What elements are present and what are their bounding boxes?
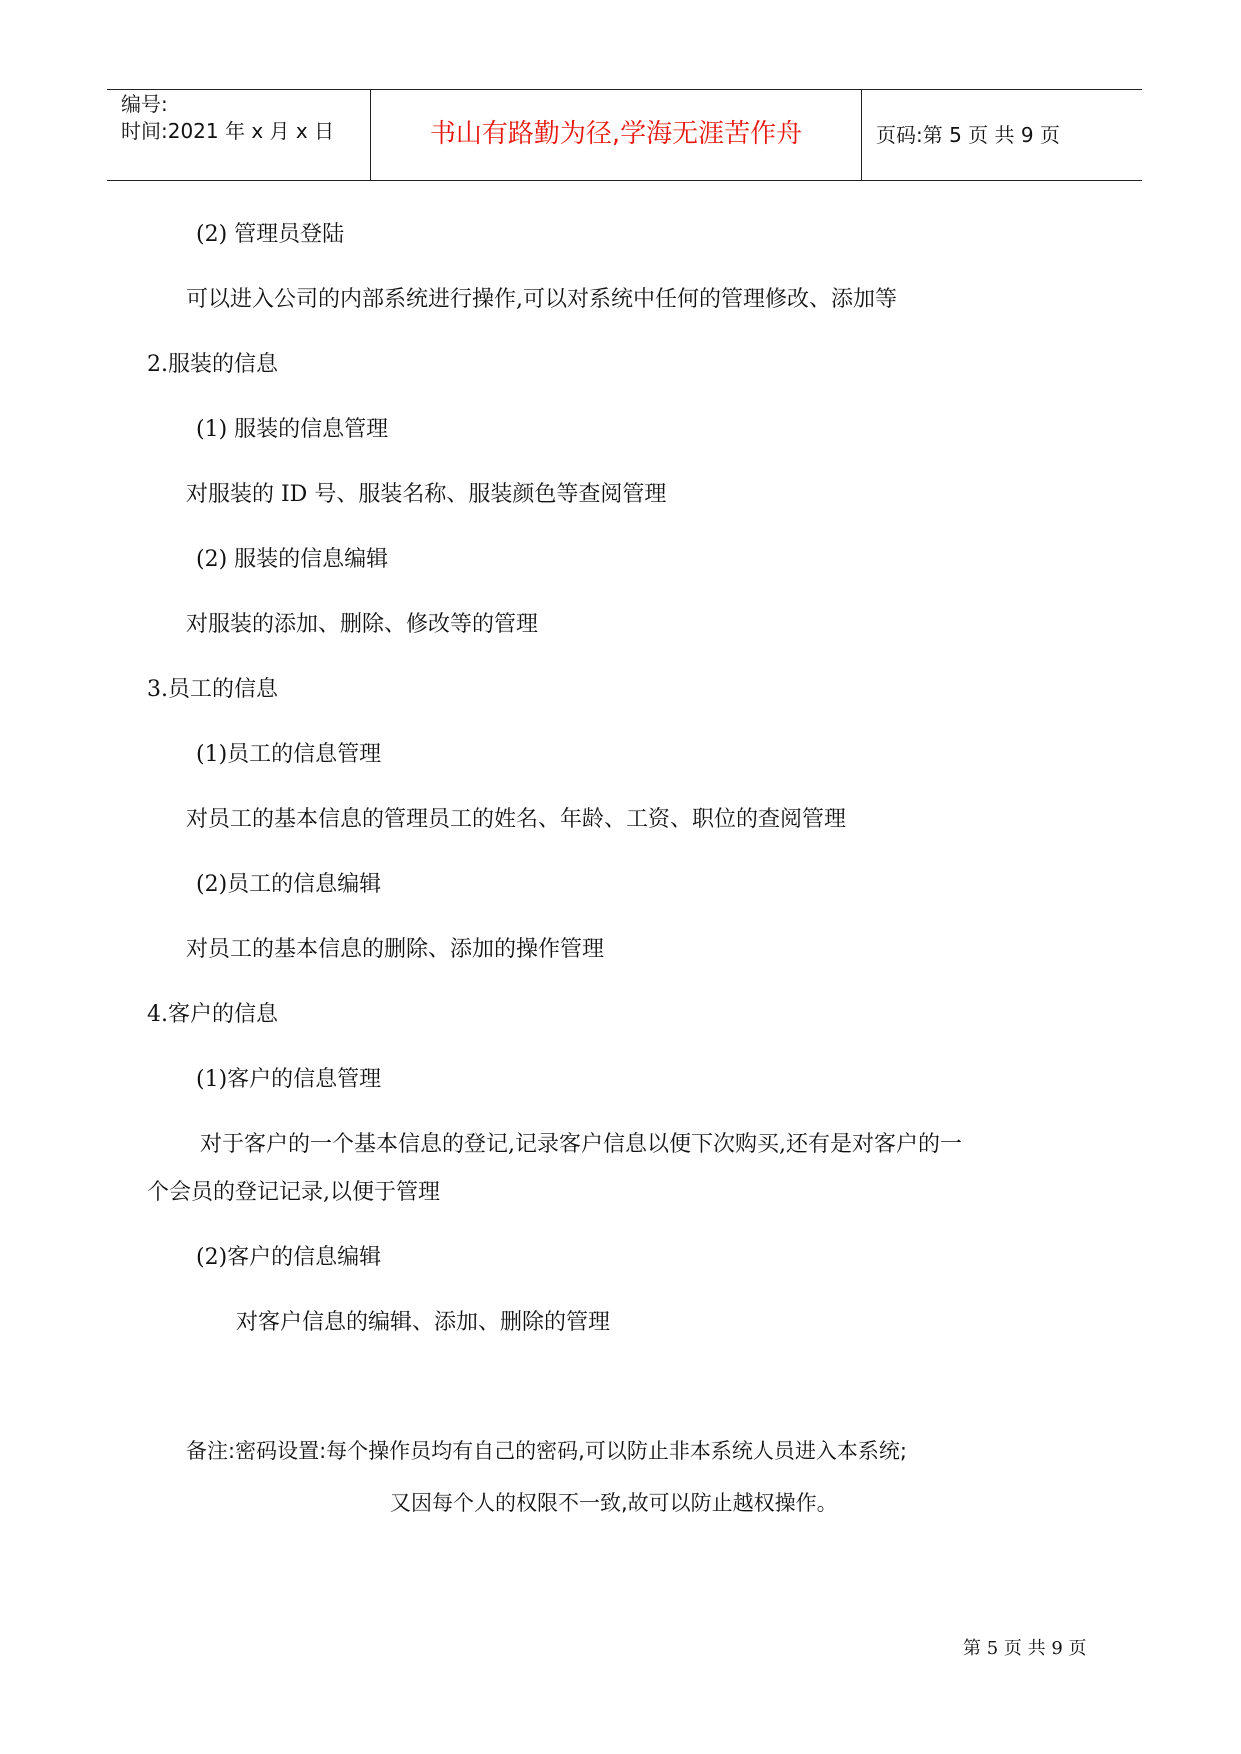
paragraph-customer-manage-line2: 个会员的登记记录,以便于管理 bbox=[147, 1180, 440, 1205]
note-line-2: 又因每个人的权限不一致,故可以防止越权操作。 bbox=[390, 1491, 838, 1515]
header-motto: 书山有路勤为径,学海无涯苦作舟 bbox=[429, 119, 803, 149]
page-footer-number: 第 5 页 共 9 页 bbox=[963, 1638, 1087, 1659]
header-meta-cell bbox=[107, 90, 371, 180]
document-time-label: 时间:2021 年 x 月 x 日 bbox=[121, 119, 335, 143]
page-header bbox=[107, 89, 1142, 181]
paragraph-admin-login: 可以进入公司的内部系统进行操作,可以对系统中任何的管理修改、添加等 bbox=[186, 287, 897, 312]
subsection-clothing-edit: (2) 服装的信息编辑 bbox=[196, 547, 389, 572]
header-motto-cell bbox=[371, 90, 862, 180]
section-clothing-info: 2.服装的信息 bbox=[147, 352, 278, 377]
subsection-employee-manage: (1)员工的信息管理 bbox=[196, 742, 382, 767]
paragraph-customer-edit: 对客户信息的编辑、添加、删除的管理 bbox=[236, 1310, 611, 1335]
section-customer-info: 4.客户的信息 bbox=[147, 1002, 278, 1027]
header-page-cell bbox=[862, 90, 1142, 180]
document-number-label: 编号: bbox=[121, 92, 168, 116]
paragraph-customer-manage-line1: 对于客户的一个基本信息的登记,记录客户信息以便下次购买,还有是对客户的一 bbox=[200, 1132, 962, 1157]
subsection-employee-edit: (2)员工的信息编辑 bbox=[196, 872, 382, 897]
paragraph-clothing-edit: 对服装的添加、删除、修改等的管理 bbox=[186, 612, 539, 637]
header-page-code: 页码:第 5 页 共 9 页 bbox=[876, 123, 1060, 147]
section-employee-info: 3.员工的信息 bbox=[147, 677, 278, 702]
paragraph-employee-edit: 对员工的基本信息的删除、添加的操作管理 bbox=[186, 937, 605, 962]
subsection-customer-manage: (1)客户的信息管理 bbox=[196, 1067, 382, 1092]
note-line-1: 备注:密码设置:每个操作员均有自己的密码,可以防止非本系统人员进入本系统; bbox=[186, 1439, 907, 1463]
paragraph-employee-manage: 对员工的基本信息的管理员工的姓名、年龄、工资、职位的查阅管理 bbox=[186, 807, 847, 832]
subsection-admin-login: (2) 管理员登陆 bbox=[196, 222, 345, 247]
subsection-customer-edit: (2)客户的信息编辑 bbox=[196, 1245, 382, 1270]
paragraph-clothing-manage: 对服装的 ID 号、服装名称、服装颜色等查阅管理 bbox=[186, 482, 667, 507]
subsection-clothing-manage: (1) 服装的信息管理 bbox=[196, 417, 389, 442]
